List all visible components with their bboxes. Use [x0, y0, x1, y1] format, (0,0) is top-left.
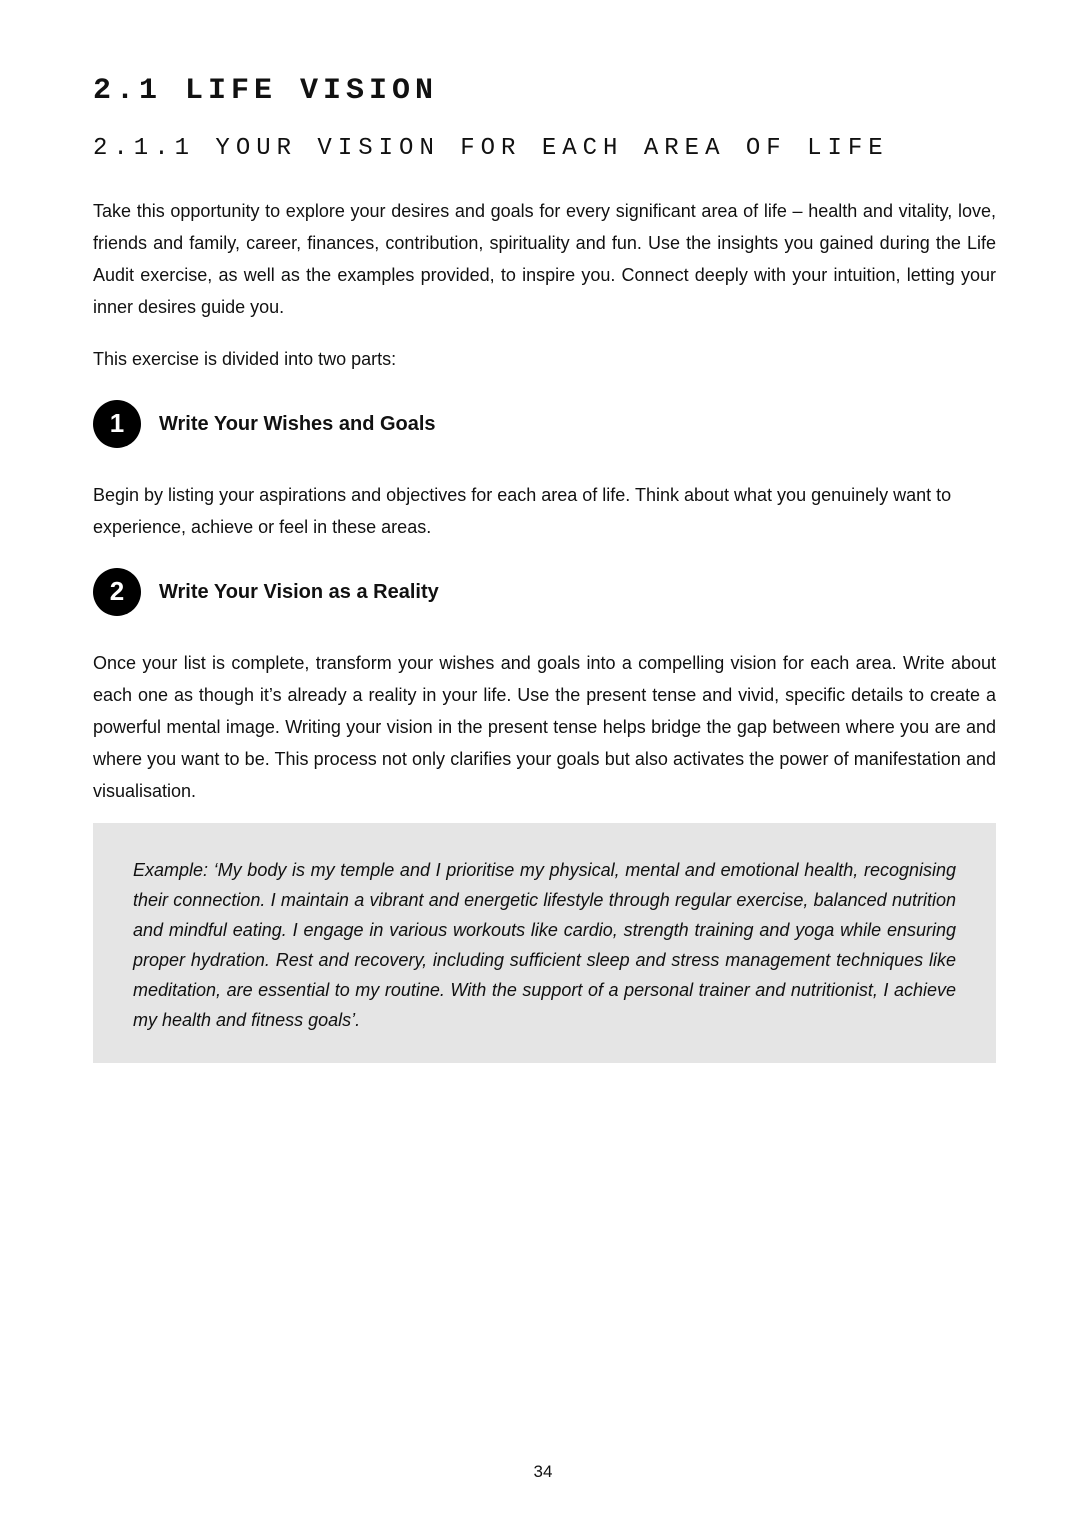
- intro-paragraph: Take this opportunity to explore your desires and goals for every significant area of life – health and vitality, love, friends and family, career, finances, contribution, spirituality and fun. Use the insights you gained during the Life Audit exercise, as well as the examples provided, to inspire you. Connect deeply with your intuition, letting your inner desires guide you.: [93, 200, 996, 317]
- step-2-description: Once your list is complete, transform your wishes and goals into a compelling vision for each area. Write about each one as though it’s already a reality in your life. Use the present tense and vivid, specific details to create a powerful mental image. Writing your vision in the present tense helps bridge the gap between where you are and where you want to be. This process not only clarifies your goals but also activates the power of manifestation and visualisation.: [93, 652, 996, 801]
- step-1-title: Write Your Wishes and Goals: [159, 412, 436, 435]
- example-text: Example: ‘My body is my temple and I prioritise my physical, mental and emotional health, recognising their connection. I maintain a vibrant and energetic lifestyle through regular exercise, balanced nutrition and mindful eating. I engage in various workouts like cardio, strength training and yoga while ensuring proper hydration. Rest and recovery, including sufficient sleep and stress management techniques like meditation, are essential to my routine. With the support of a personal trainer and nutritionist, I achieve my health and fitness goals’.: [133, 859, 956, 1030]
- step-2-row: [93, 561, 996, 623]
- step-1-description: Begin by listing your aspirations and objectives for each area of life. Think about what you genuinely want to experience, achieve or feel in these areas.: [93, 484, 952, 537]
- step-2-title: Write Your Vision as a Reality: [159, 580, 439, 603]
- subsection-heading: 2.1.1 YOUR VISION FOR EACH AREA OF LIFE: [93, 134, 889, 162]
- step-1-number-badge: 1: [93, 400, 141, 448]
- section-heading: 2.1 LIFE VISION: [93, 74, 439, 108]
- step-2-number-badge: 2: [93, 568, 141, 616]
- page-number: 34: [533, 1462, 553, 1481]
- parts-intro-line: This exercise is divided into two parts:: [93, 348, 397, 369]
- example-box: [93, 823, 996, 1063]
- step-1-row: [93, 393, 996, 455]
